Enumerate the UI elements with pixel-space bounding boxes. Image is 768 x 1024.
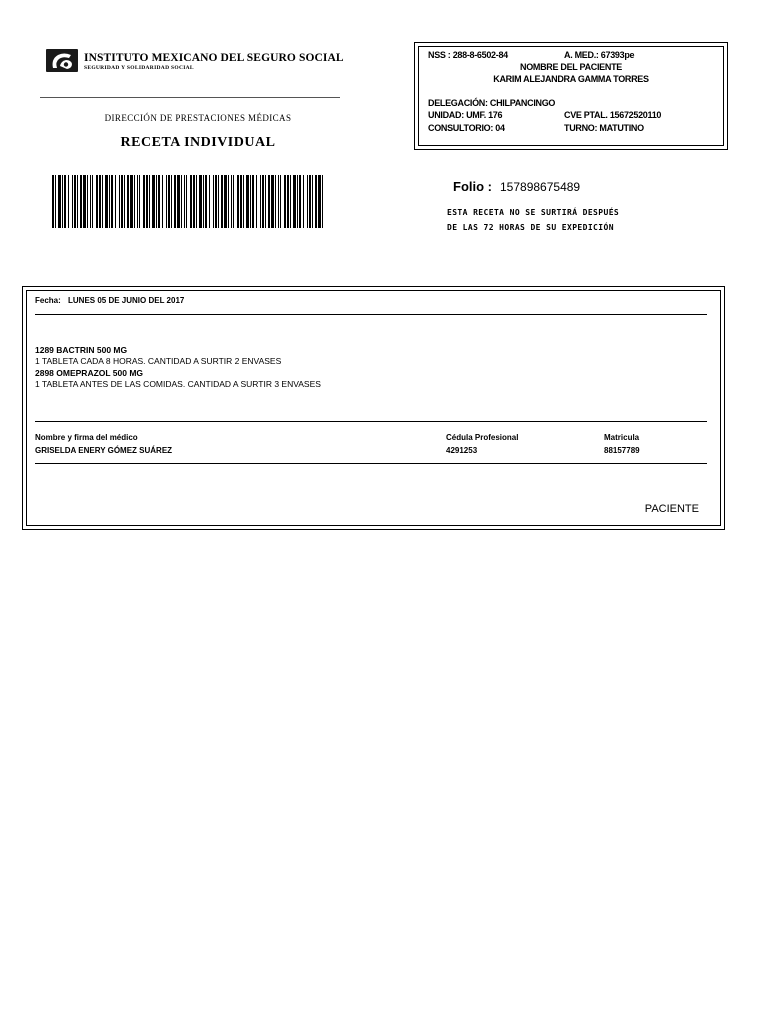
cedula-value: 4291253 xyxy=(446,446,478,455)
consultorio-text: CONSULTORIO: 04 xyxy=(428,123,505,133)
institution-motto: SEGURIDAD Y SOLIDARIDAD SOCIAL xyxy=(84,65,194,71)
matricula-value: 88157789 xyxy=(604,446,640,455)
header-divider xyxy=(40,97,340,98)
validity-note-line2: DE LAS 72 HORAS DE SU EXPEDICIÓN xyxy=(447,223,614,232)
medications-divider xyxy=(35,421,707,422)
imss-logo-icon xyxy=(44,47,80,74)
date-divider xyxy=(35,314,707,315)
folio-number: 157898675489 xyxy=(500,180,581,194)
doctor-label: Nombre y firma del médico xyxy=(35,433,138,442)
delegacion-text: DELEGACIÓN: CHILPANCINGO xyxy=(428,98,556,108)
document-title: RECETA INDIVIDUAL xyxy=(120,135,276,150)
date-value: LUNES 05 DE JUNIO DEL 2017 xyxy=(68,296,185,305)
patient-name-label: NOMBRE DEL PACIENTE xyxy=(520,62,622,72)
patient-name: KARIM ALEJANDRA GAMMA TORRES xyxy=(493,74,649,84)
folio-label: Folio : xyxy=(453,179,492,194)
matricula-label: Matricula xyxy=(604,433,640,442)
medication-name: 1289 BACTRIN 500 MG xyxy=(35,345,128,355)
doctor-name: GRISELDA ENERY GÓMEZ SUÁREZ xyxy=(35,446,173,455)
patient-info-box xyxy=(414,42,728,150)
cedula-label: Cédula Profesional xyxy=(446,433,519,442)
cve-ptal-text: CVE PTAL. 15672520110 xyxy=(564,110,662,120)
medication-instructions: 1 TABLETA CADA 8 HORAS. CANTIDAD A SURTIR 2 ENVASES xyxy=(35,356,282,366)
nss-text: NSS : 288-8-6502-84 xyxy=(428,50,508,60)
doctor-divider xyxy=(35,463,707,464)
turno-text: TURNO: MATUTINO xyxy=(564,123,644,133)
copy-label: PACIENTE xyxy=(644,503,699,515)
validity-note-line1: ESTA RECETA NO SE SURTIRÁ DESPUÉS xyxy=(447,208,620,217)
institution-name: INSTITUTO MEXICANO DEL SEGURO SOCIAL xyxy=(84,52,344,64)
department-name: DIRECCIÓN DE PRESTACIONES MÉDICAS xyxy=(104,113,292,123)
medication-instructions: 1 TABLETA ANTES DE LAS COMIDAS. CANTIDAD A SURTIR 3 ENVASES xyxy=(35,379,321,389)
prescription-box xyxy=(22,286,725,530)
barcode-image xyxy=(52,175,324,228)
unidad-text: UNIDAD: UMF. 176 xyxy=(428,110,503,120)
medication-name: 2898 OMEPRAZOL 500 MG xyxy=(35,368,144,378)
date-label: Fecha: xyxy=(35,296,61,305)
a-med-text: A. MED.: 67393pe xyxy=(564,50,635,60)
